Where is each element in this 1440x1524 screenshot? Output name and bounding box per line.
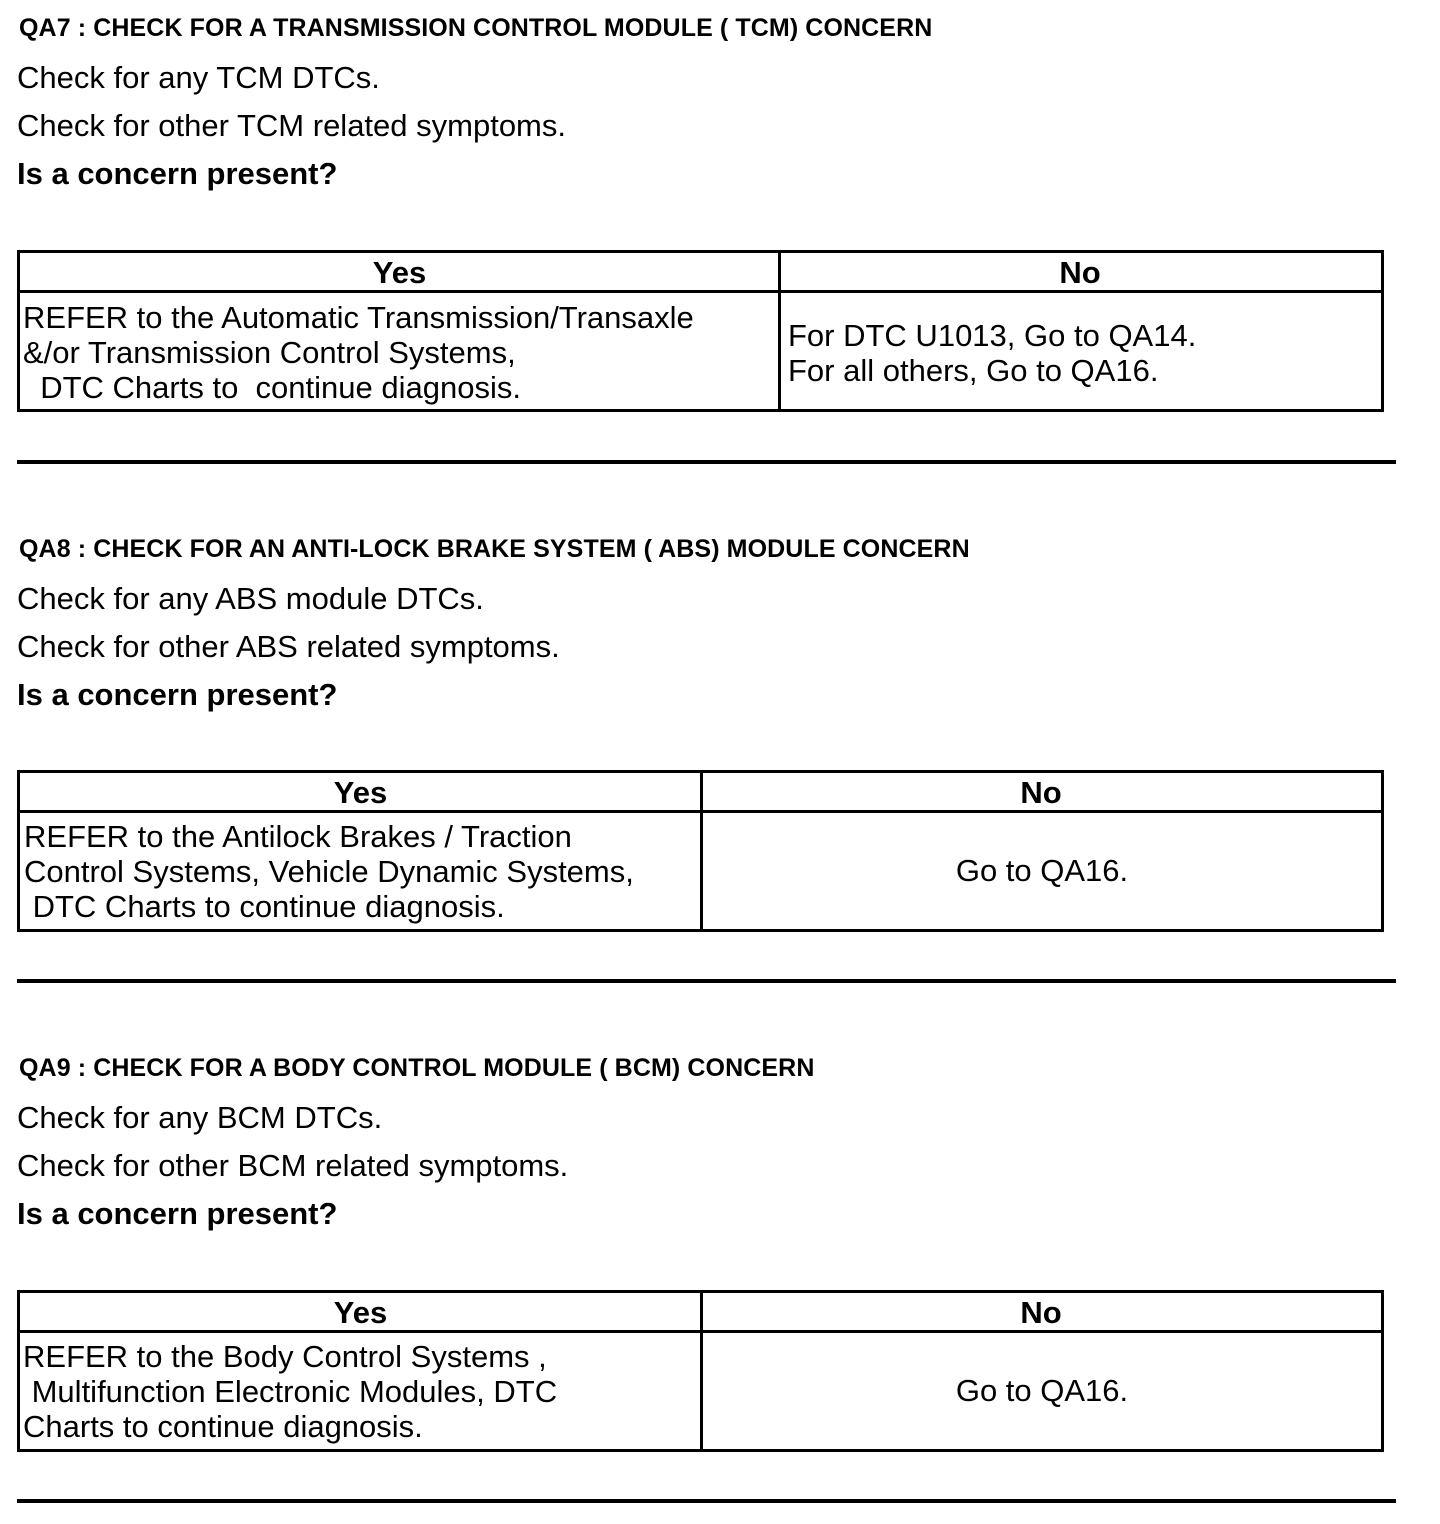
no-cell: For DTC U1013, Go to QA14. For all others, Go to QA16.: [788, 318, 1197, 388]
question-text: Is a concern present?: [17, 1196, 338, 1231]
yes-header: Yes: [20, 253, 779, 293]
section-divider: [17, 1499, 1396, 1503]
no-cell: Go to QA16.: [955, 1373, 1129, 1408]
question-text: Is a concern present?: [17, 156, 338, 191]
yes-cell: REFER to the Automatic Transmission/Transaxle &/or Transmission Control Systems, DTC Charts to continue diagnosis.: [23, 300, 694, 405]
decision-table: [17, 250, 1384, 412]
no-cell: Go to QA16.: [955, 853, 1129, 888]
yes-header: Yes: [20, 1293, 701, 1333]
yes-cell: REFER to the Antilock Brakes / Traction Control Systems, Vehicle Dynamic Systems, DTC Charts to continue diagnosis.: [24, 819, 634, 924]
instruction-line: Check for any BCM DTCs.: [17, 1100, 383, 1135]
no-header: No: [779, 253, 1381, 293]
instruction-line: Check for other ABS related symptoms.: [17, 629, 560, 664]
decision-table: [17, 1290, 1384, 1452]
section-heading: QA8 : CHECK FOR AN ANTI-LOCK BRAKE SYSTEM ( ABS) MODULE CONCERN: [19, 535, 970, 563]
decision-table: [17, 770, 1384, 932]
yes-header: Yes: [20, 773, 701, 813]
instruction-line: Check for other BCM related symptoms.: [17, 1148, 569, 1183]
section-divider: [17, 460, 1396, 464]
no-header: No: [701, 773, 1381, 813]
question-text: Is a concern present?: [17, 677, 338, 712]
instruction-line: Check for any TCM DTCs.: [17, 60, 380, 95]
section-heading: QA7 : CHECK FOR A TRANSMISSION CONTROL MODULE ( TCM) CONCERN: [19, 14, 933, 42]
section-heading: QA9 : CHECK FOR A BODY CONTROL MODULE ( BCM) CONCERN: [19, 1054, 815, 1082]
section-divider: [17, 979, 1396, 983]
instruction-line: Check for other TCM related symptoms.: [17, 108, 566, 143]
yes-cell: REFER to the Body Control Systems , Multifunction Electronic Modules, DTC Charts to continue diagnosis.: [23, 1339, 558, 1444]
column-divider: [778, 253, 781, 409]
no-header: No: [701, 1293, 1381, 1333]
instruction-line: Check for any ABS module DTCs.: [17, 581, 484, 616]
